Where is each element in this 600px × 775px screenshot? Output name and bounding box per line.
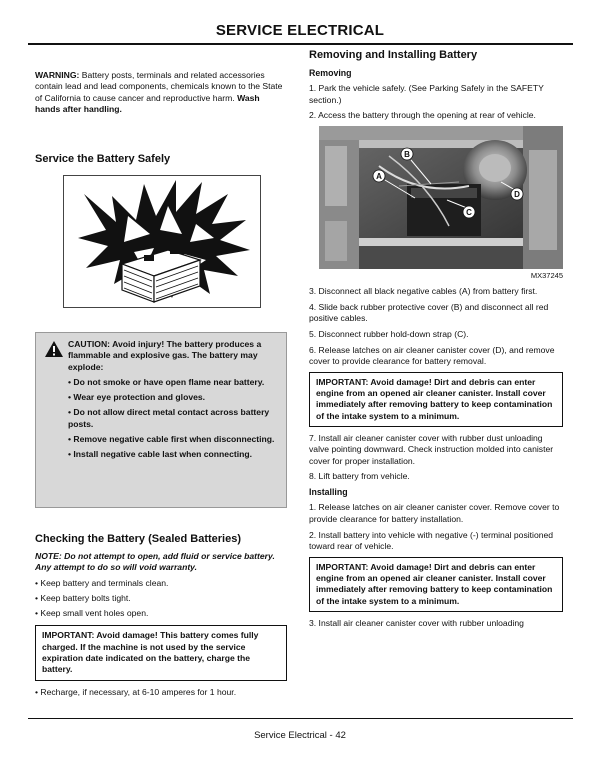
section-heading-checking-battery: Checking the Battery (Sealed Batteries) [35,533,242,545]
step: 5. Disconnect rubber hold-down strap (C). [309,328,469,339]
subheading-installing: Installing [309,487,348,498]
step: 3. Disconnect all black negative cables (A) from battery first. [309,285,538,296]
right-column [309,48,563,634]
footer-rule [28,718,573,719]
list-item: • Keep small vent holes open. [35,608,149,619]
figure-code: MX37245 [530,271,563,281]
section-heading-removing-installing: Removing and Installing Battery [309,49,478,61]
caution-box [35,332,287,508]
warning-triangle-icon [44,340,64,358]
warranty-note: NOTE: Do not attempt to open, add fluid or service battery. Any attempt to do so will void warranty. [35,551,275,573]
warning-text: Battery posts, terminals and related accessories contain lead and lead components, chemicals known to the State of California to cause cancer and reproductive harm. [35,70,283,103]
caution-bullet: • Wear eye protection and gloves. [68,392,206,403]
caution-bullet: • Do not allow direct metal contact across battery posts. [68,407,270,429]
figure-callout: B [404,150,410,160]
page-footer: Service Electrical - 42 [254,730,346,741]
step: 3. Install air cleaner canister cover with rubber unloading [309,617,524,628]
step: 6. Release latches on air cleaner canister cover (D), and remove cover to provide clearance for battery removal. [309,344,555,366]
caution-bullet: • Remove negative cable first when disconnecting. [68,434,275,445]
list-item: • Keep battery bolts tight. [35,592,131,603]
important-box: IMPORTANT: Avoid damage! Dirt and debris can enter engine from an opened air cleaner canister. Install cover immediately after removing battery to keep contamination of the intake system to a minimum. [309,372,563,427]
step: 2. Access the battery through the opening at rear of vehicle. [309,110,536,121]
list-item: • Keep battery and terminals clean. [35,577,169,588]
subheading-removing: Removing [309,68,352,78]
page-title: SERVICE ELECTRICAL [215,22,385,39]
section-heading-service-safely: Service the Battery Safely [35,153,171,165]
important-box: IMPORTANT: Avoid damage! This battery comes fully charged. If the machine is not used by the service expiration date indicated on the battery, charge the battery. [35,625,287,680]
checking-battery-body [35,551,287,702]
header-rule [28,43,573,45]
step: 8. Lift battery from vehicle. [309,471,410,482]
figure-callout: C [466,208,472,218]
warning-emphasis: Wash hands after handling. [35,92,260,114]
important-box: IMPORTANT: Avoid damage! Dirt and debris can enter engine from an opened air cleaner canister. Install cover immediately after removing battery to keep contamination of the intake system to a minimum. [309,557,563,612]
warning-paragraph [35,70,287,115]
warning-label: WARNING: [35,70,80,80]
step: 1. Release latches on air cleaner canister cover. Remove cover to provide clearance for battery installation. [309,502,560,524]
caution-bullet: • Do not smoke or have open flame near battery. [68,376,265,387]
figure-callout: D [514,190,520,200]
step: 4. Slide back rubber protective cover (B) and disconnect all red positive cables. [309,301,549,324]
recharge-item: • Recharge, if necessary, at 6-10 amperes for 1 hour. [35,686,237,697]
battery-compartment-photo [319,126,563,269]
step: 7. Install air cleaner canister cover with rubber dust unloading valve pointing downward. Check instruction molded into canister cover for proper installation. [309,432,554,466]
battery-explosion-illustration [63,175,261,308]
caution-bullet: • Install negative cable last when connecting. [68,449,253,460]
caution-lead: CAUTION: Avoid injury! The battery produces a flammable and explosive gas. The battery may explode: [68,339,262,372]
step: 2. Install battery into vehicle with negative (-) terminal positioned toward rear of vehicle. [309,529,554,551]
step: 1. Park the vehicle safely. (See Parking Safely in the SAFETY section.) [309,83,544,105]
figure-callout: A [376,172,382,182]
